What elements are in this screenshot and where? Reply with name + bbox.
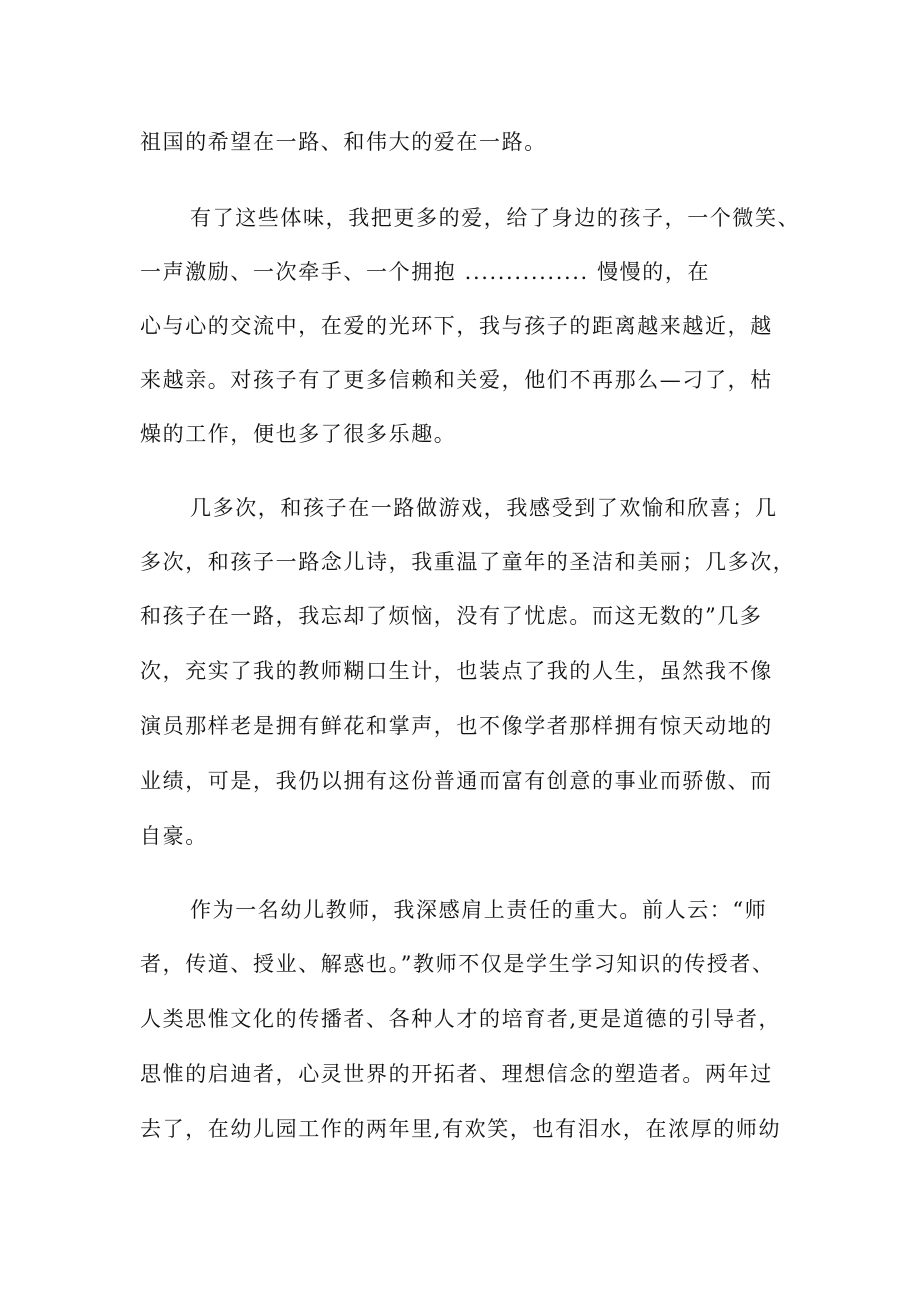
text-line: 心与心的交流中，在爱的光环下，我与孩子的距离越来越近，越 [140, 314, 773, 338]
text-line: 来越亲。对孩子有了更多信赖和关爱，他们不再那么—刁了，枯 [140, 368, 773, 392]
text-line: 祖国的希望在一路、和伟大的爱在一路。 [140, 130, 547, 154]
text-line: 思惟的启迪者，心灵世界的开拓者、理想信念的塑造者。两年过 [140, 1062, 773, 1086]
text-line: 燥的工作，便也多了很多乐趣。 [140, 422, 457, 446]
text-line: 自豪。 [140, 824, 208, 848]
text-line: 业绩，可是，我仍以拥有这份普通而富有创意的事业而骄傲、而 [140, 769, 773, 793]
text-line: 一声激励、一次牵手、一个拥抱 ............... 慢慢的，在 [140, 260, 711, 284]
text-line: 去了，在幼儿园工作的两年里,有欢笑，也有泪水，在浓厚的师幼 [140, 1117, 782, 1141]
text-line: 和孩子在一路，我忘却了烦恼，没有了忧虑。而这无数的”几多 [140, 604, 763, 628]
text-line: 有了这些体味，我把更多的爱，给了身边的孩子，一个微笑、 [190, 206, 801, 230]
text-line: 次，充实了我的教师糊口生计，也装点了我的人生，虽然我不像 [140, 659, 773, 683]
text-line: 演员那样老是拥有鲜花和掌声，也不像学者那样拥有惊天动地的 [140, 714, 773, 738]
text-line: 多次，和孩子一路念儿诗，我重温了童年的圣洁和美丽；几多次， [140, 550, 796, 574]
text-line: 人类思惟文化的传播者、各种人才的培育者,更是道德的引导者， [140, 1007, 782, 1031]
text-line: 几多次，和孩子在一路做游戏，我感受到了欢愉和欣喜；几 [190, 496, 778, 520]
text-line: 者，传道、授业、解惑也。”教师不仅是学生学习知识的传授者、 [140, 952, 775, 976]
text-line: 作为一名幼儿教师，我深感肩上责任的重大。前人云：“师 [190, 898, 768, 922]
